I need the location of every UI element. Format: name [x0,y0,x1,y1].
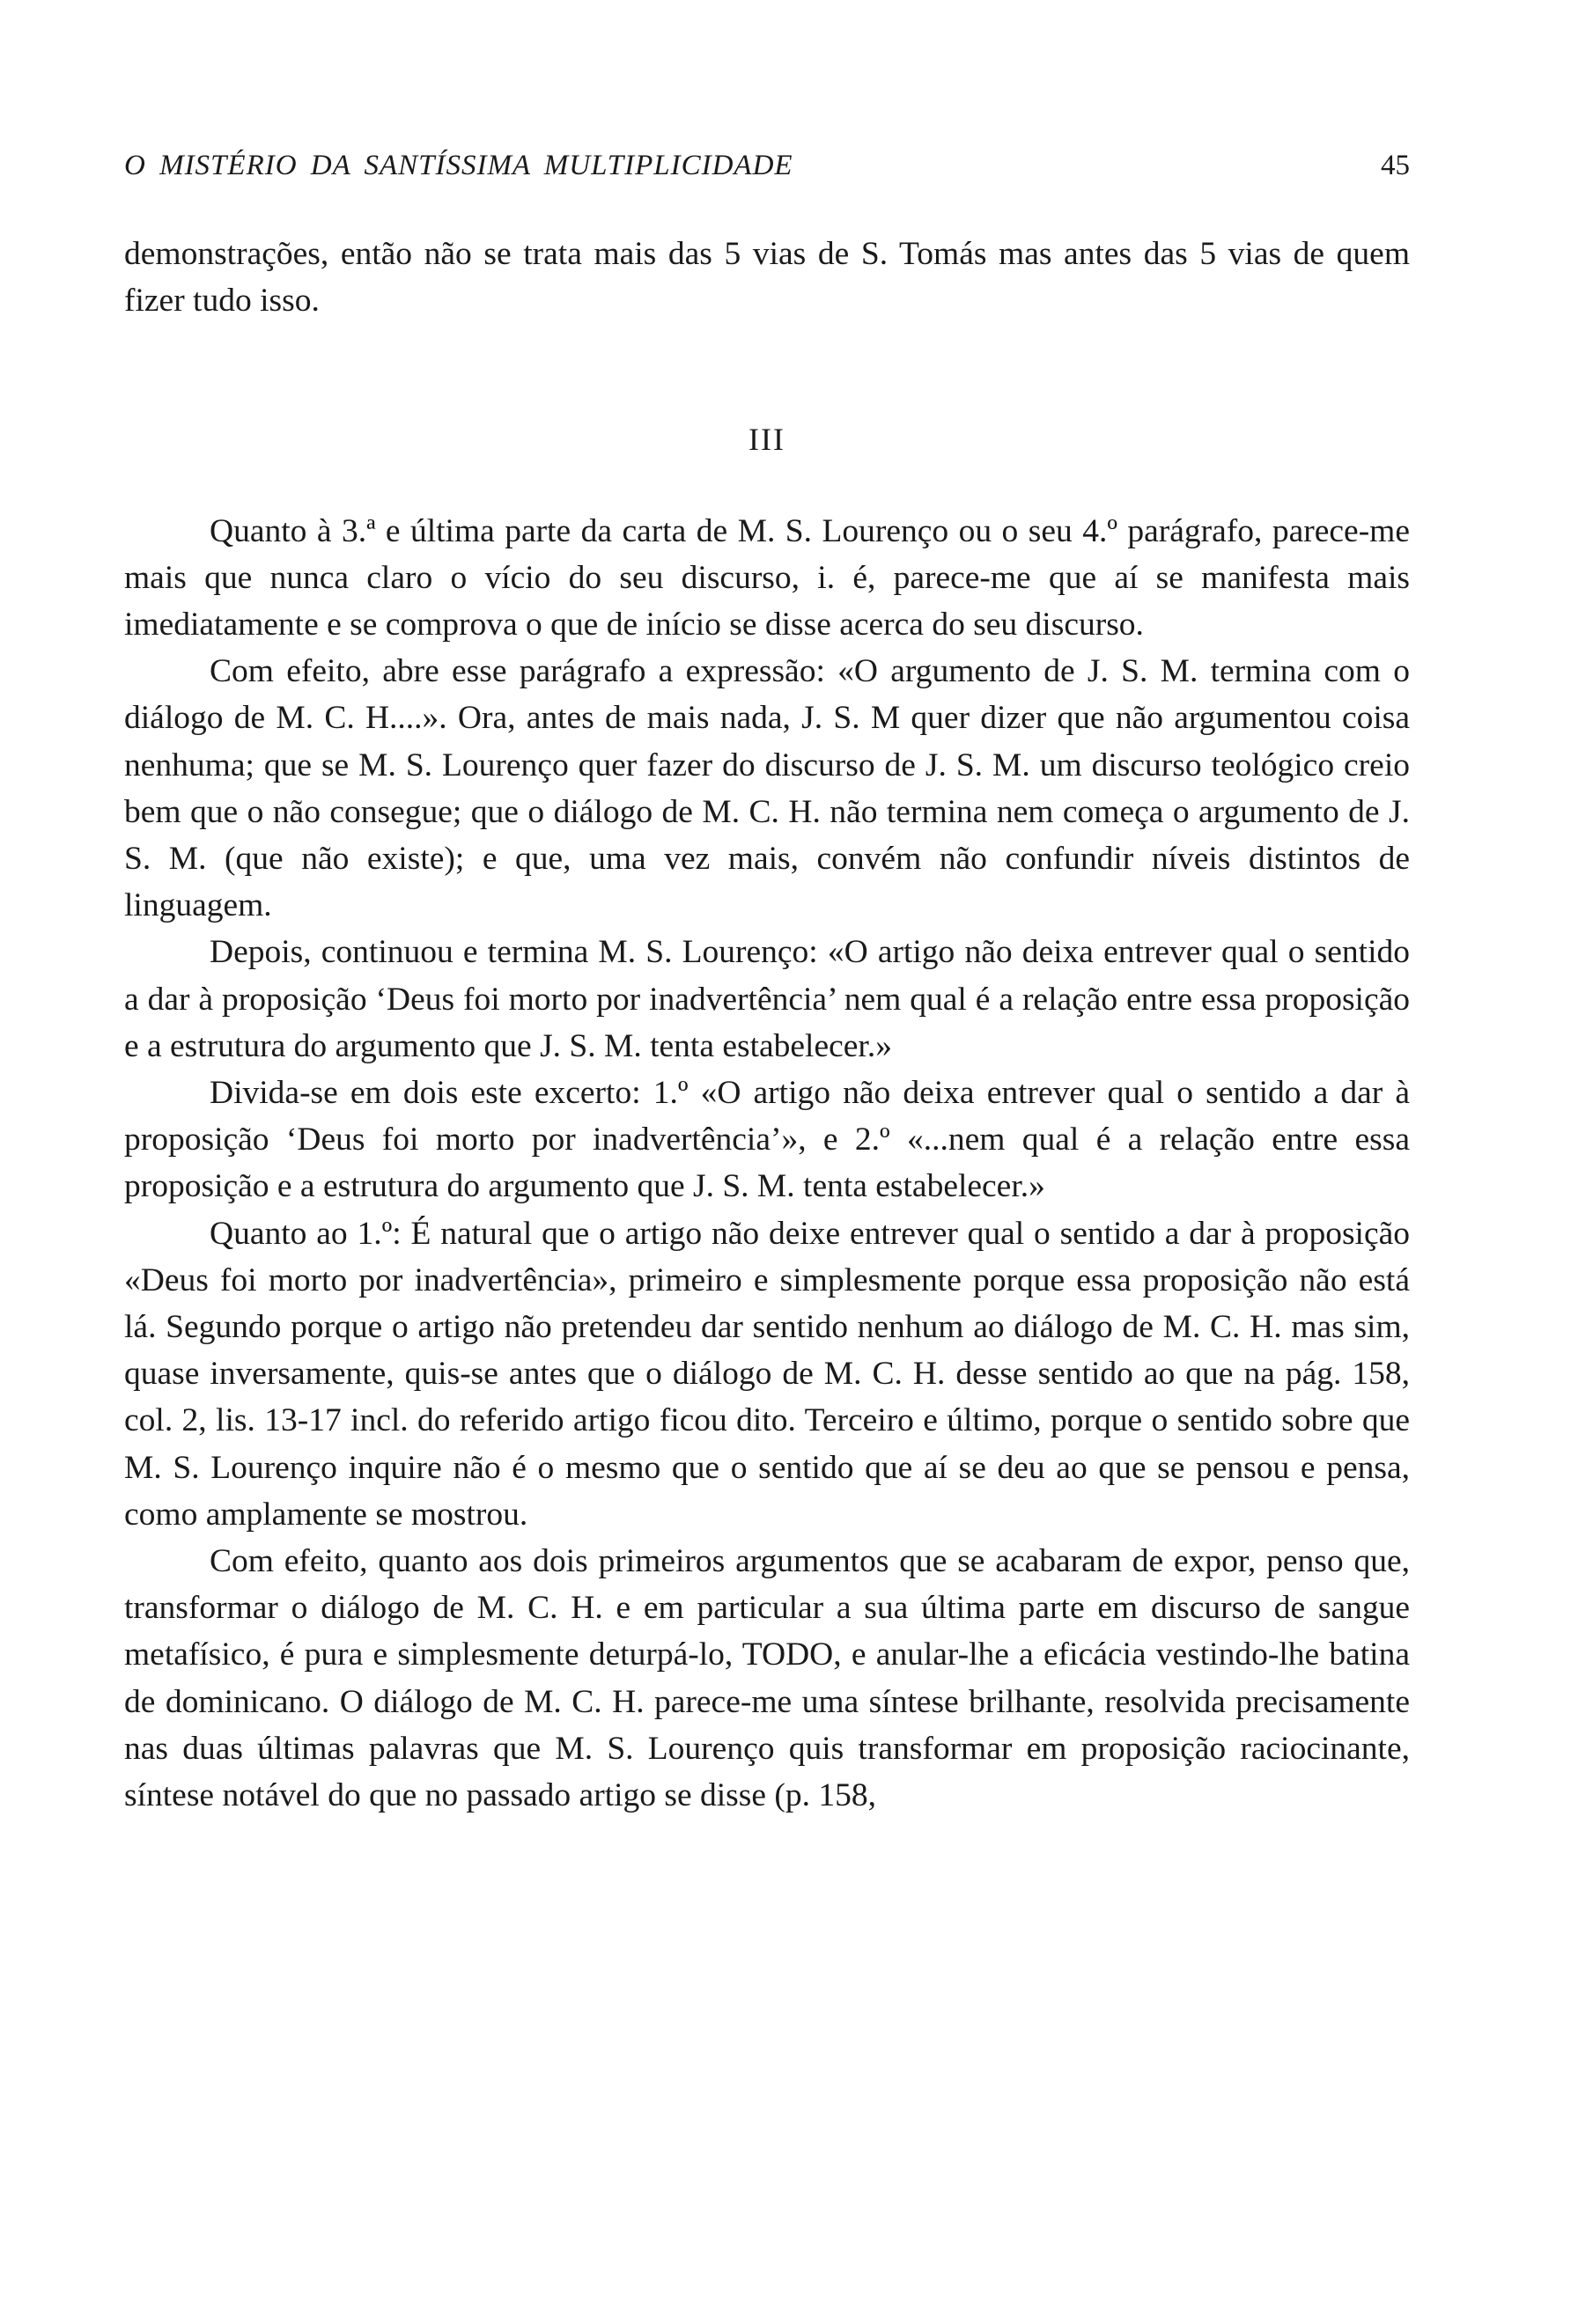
running-header [124,150,1410,190]
paragraph: Quanto à 3.ª e última parte da carta de M. S. Lourenço ou o seu 4.º parágrafo, parece-me mais que nunca claro o vício do seu discurso, i. é, parece-me que aí se manifesta mais imediatamente e se comprova o que de início se disse acerca do seu discurso. [124,512,1410,644]
paragraph: Com efeito, abre esse parágrafo a expressão: «O argumento de J. S. M. termina com o diálogo de M. C. H....». Ora, antes de mais nada, J. S. M quer dizer que não argumentou coisa nenhuma; que se M. S. Lourenço quer fazer do discurso de J. S. M. um discurso teológico creio bem que o não consegue; que o diálogo de M. C. H. não termina nem começa o argumento de J. S. M. (que não existe); e que, uma vez mais, convém não confundir níveis distintos de linguagem. [124,653,1410,924]
paragraph-continued: demonstrações, então não se trata mais das 5 vias de S. Tomás mas antes das 5 vias de quem fizer tudo isso. [124,236,1410,320]
section-heading: III [748,422,785,458]
paragraph: Depois, continuou e termina M. S. Lourenço: «O artigo não deixa entrever qual o sentido a dar à proposição ‘Deus foi morto por inadvertência’ nem qual é a relação entre essa proposição e a estrutura do argumento que J. S. M. tenta estabelecer.» [124,934,1410,1064]
running-title: O MISTÉRIO DA SANTÍSSIMA MULTIPLICIDADE [124,150,793,181]
paragraph: Com efeito, quanto aos dois primeiros argumentos que se acabaram de expor, penso que, transformar o diálogo de M. C. H. e em particular a sua última parte em discurso de sangue metafísico, é pura e simplesmente deturpá-lo, TODO, e anular-lhe a eficácia vestindo-lhe batina de dominicano. O diálogo de M. C. H. parece-me uma síntese brilhante, resolvida precisamente nas duas últimas palavras que M. S. Lourenço quis transformar em proposição raciocinante, síntese notável do que no passado artigo se disse (p. 158, [124,1543,1410,1814]
paragraph: Divida-se em dois este excerto: 1.º «O artigo não deixa entrever qual o sentido a dar à proposição ‘Deus foi morto por inadvertência’», e 2.º «...nem qual é a relação entre essa proposição e a estrutura do argumento que J. S. M. tenta estabelecer.» [124,1075,1410,1205]
page-number: 45 [1381,150,1410,181]
paragraph: Quanto ao 1.º: É natural que o artigo não deixe entrever qual o sentido a dar à proposição «Deus foi morto por inadvertência», primeiro e simplesmente porque essa proposição não está lá. Segundo porque o artigo não pretendeu dar sentido nenhum ao diálogo de M. C. H. mas sim, quase inversamente, quis-se antes que o diálogo de M. C. H. desse sentido ao que na pág. 158, col. 2, lis. 13-17 incl. do referido artigo ficou dito. Terceiro e último, porque o sentido sobre que M. S. Lourenço inquire não é o mesmo que o sentido que aí se deu ao que se pensou e pensa, como amplamente se mostrou. [124,1215,1410,1533]
body-text [124,231,1410,1819]
